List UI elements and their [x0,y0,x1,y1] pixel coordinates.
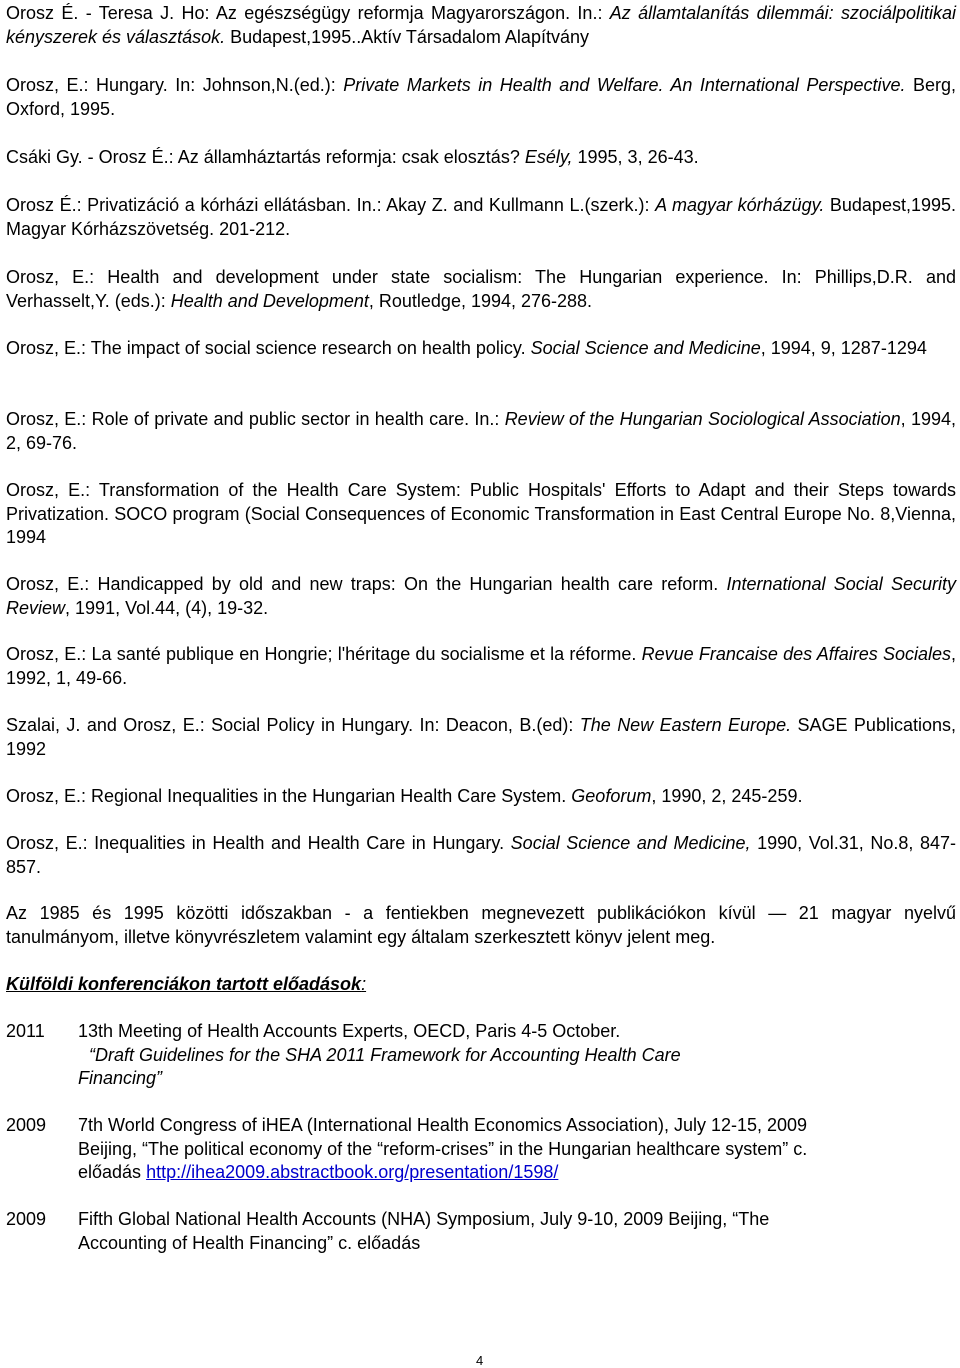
reference-entry [6,2,956,49]
reference-entry [6,74,956,121]
reference-entry [6,266,956,313]
ref-text: Orosz, E.: Transformation of the Health Care System: Public Hospitals' Efforts to Adapt and their Steps towards Privatization. SOCO program (Social Consequences of Economic Transformation in East Central Europe No. 8,Vienna, 1994 [6,480,956,547]
ref-text: Orosz É. - Teresa J. Ho: Az egészségügy reformja Magyarországon. In.: [6,3,610,23]
summary-paragraph: Az 1985 és 1995 közötti időszakban - a fentiekben megnevezett publikációkon kívül — 21 magyar nyelvű tanulmányom, illetve könyvrészletem valamint egy általam szerkesztett könyv jelent meg. [6,903,956,947]
conference-entry [6,1020,956,1091]
ref-text: SAGE Publications, 1992 [6,715,956,759]
ref-text: Orosz, E.: Hungary. In: Johnson,N.(ed.): [6,75,344,95]
ref-text: Orosz, E.: Regional Inequalities in the Hungarian Health Care System. [6,786,572,806]
ref-text: , 1990, 2, 245-259. [651,786,803,806]
ref-title: The New Eastern Europe. [579,715,792,735]
ref-title: Az államtalanítás dilemmái: szociálpolitikai kényszerek és választások. [6,3,956,47]
ref-title: Geoforum [571,786,652,806]
ref-title: International Social Security Review [6,574,956,618]
ref-title: Revue Francaise des Affaires Sociales [641,644,951,664]
conference-line: Fifth Global National Health Accounts (NHA) Symposium, July 9-10, 2009 Beijing, “The [78,1209,770,1229]
heading-text: Külföldi konferenciákon tartott előadások [6,974,362,994]
ref-title: A magyar kórházügy. [655,195,825,215]
ref-text: Orosz, E.: Role of private and public sector in health care. In.: [6,409,505,429]
conference-entry [6,1208,956,1255]
ref-text: Orosz, E.: The impact of social science research on health policy. [6,338,531,358]
ref-text: Budapest,1995..Aktív Társadalom Alapítvány [225,26,589,47]
reference-entry [6,146,699,170]
ref-title: Private Markets in Health and Welfare. An International Perspective. [343,75,906,95]
conference-year: 2009 [6,1209,47,1229]
reference-entry [6,785,802,809]
reference-entry [6,194,956,241]
ref-title: Social Science and Medicine [530,338,761,358]
reference-entry [6,337,927,361]
section-heading [6,973,366,997]
conference-line: Beijing, “The political economy of the “reform-crises” in the Hungarian healthcare system” c. [78,1138,808,1159]
reference-entry [6,643,956,690]
reference-entry [6,479,956,550]
conference-text: előadás [78,1162,147,1182]
ref-text: , 1991, Vol.44, (4), 19-32. [65,597,269,618]
page-number: 4 [476,1353,484,1368]
reference-entry [6,573,956,620]
reference-entry [6,714,956,761]
ref-text: Szalai, J. and Orosz, E.: Social Policy in Hungary. In: Deacon, B.(ed): [6,715,580,735]
heading-colon: : [361,974,367,994]
ref-text: Orosz, E.: Handicapped by old and new traps: On the Hungarian health care reform. [6,574,727,594]
ref-title: Health and Development [170,290,369,311]
ref-text: Orosz, E.: La santé publique en Hongrie; l'héritage du socialisme et la réforme. [6,644,642,664]
conference-year: 2011 [6,1021,45,1041]
ref-text: , Routledge, 1994, 276-288. [368,290,593,311]
ref-text: Berg, Oxford, 1995. [6,75,956,119]
ref-text: Orosz, E.: Health and development under state socialism: The Hungarian experience. In: Phillips,D.R. and Verhasselt,Y. (eds.): [6,267,956,311]
ref-text: Csáki Gy. - Orosz É.: Az államháztartás reformja: csak elosztás? [6,147,525,167]
reference-entry [6,408,956,455]
ref-text: 1995, 3, 26-43. [572,147,699,167]
ref-title: Review of the Hungarian Sociological Association [504,409,901,429]
conference-line: Accounting of Health Financing” c. előadás [78,1232,421,1253]
conference-line: 7th World Congress of iHEA (International Health Economics Association), July 12-15, 2009 [78,1115,808,1135]
ref-text: , 1994, 9, 1287-1294 [760,338,927,358]
presentation-link[interactable]: http://ihea2009.abstractbook.org/presentation/1598/ [146,1162,559,1182]
conference-line: “Draft Guidelines for the SHA 2011 Framework for Accounting Health Care [89,1044,681,1065]
conference-entry [6,1114,956,1185]
conference-line: 13th Meeting of Health Accounts Experts, OECD, Paris 4-5 October. [78,1021,621,1041]
ref-text: 1990, Vol.31, No.8, 847-857. [6,833,956,877]
reference-entry [6,832,956,879]
ref-text: Orosz É.: Privatizáció a kórházi ellátásban. In.: Akay Z. and Kullmann L.(szerk.): [6,195,656,215]
ref-title: Esély, [524,147,573,167]
ref-text: Orosz, E.: Inequalities in Health and Health Care in Hungary. [6,833,511,853]
ref-text: Budapest,1995. Magyar Kórházszövetség. 201-212. [6,195,957,239]
conference-year: 2009 [6,1115,47,1135]
conference-line: Financing” [78,1068,163,1088]
conference-line [78,1161,956,1185]
ref-title: Social Science and Medicine, [510,833,751,853]
ref-text: , 1994, 2, 69-76. [6,409,957,453]
ref-text: , 1992, 1, 49-66. [6,644,956,688]
